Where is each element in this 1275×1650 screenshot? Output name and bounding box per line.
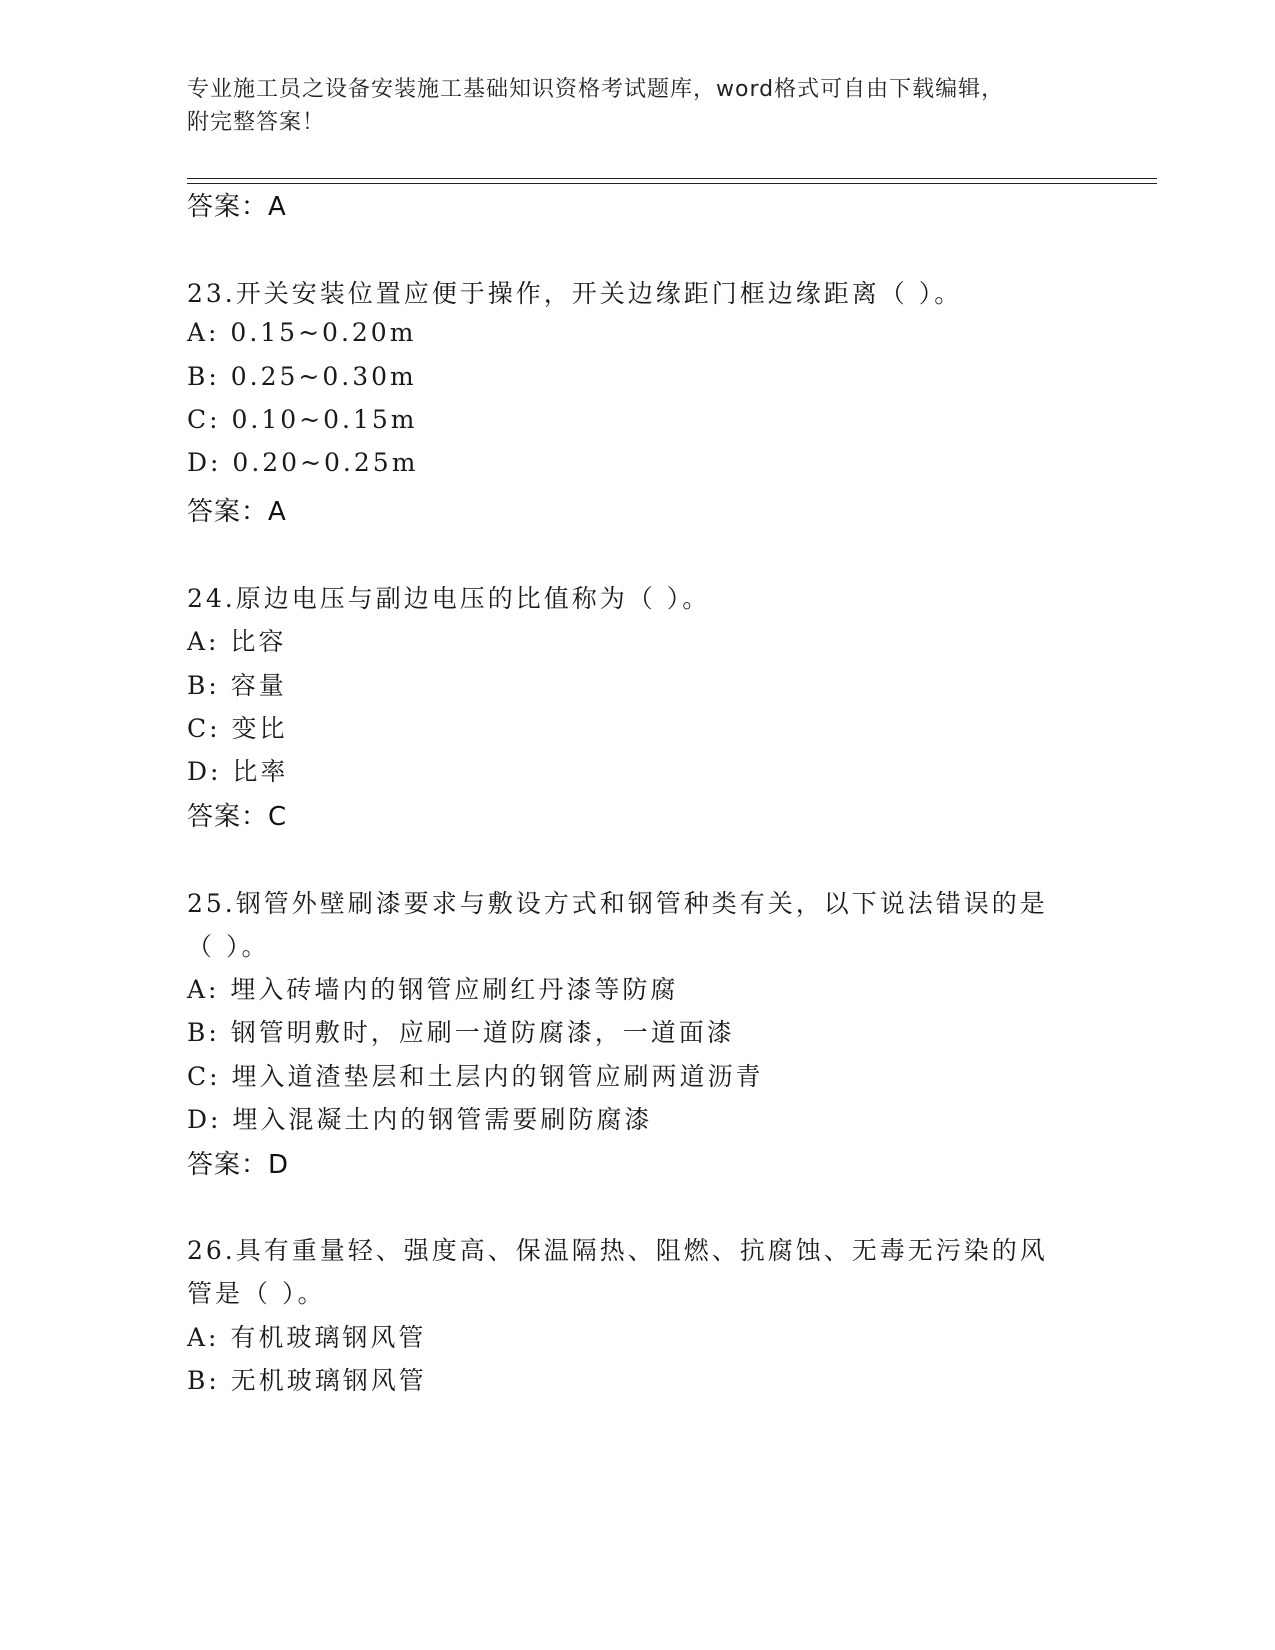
- question-24-option-c: C: 变比: [187, 714, 288, 743]
- question-24-answer: 答案：C: [187, 802, 288, 832]
- question-25-stem-line-1: 25.钢管外壁刷漆要求与敷设方式和钢管种类有关，以下说法错误的是: [187, 889, 1048, 918]
- question-23-option-a: A: 0.15~0.20m: [187, 318, 417, 347]
- header-divider: [187, 178, 1157, 184]
- question-23-answer: 答案：A: [187, 497, 287, 527]
- question-24-stem: 24.原边电压与副边电压的比值称为（ ）。: [187, 584, 711, 613]
- question-26-stem-line-2: 管是（ ）。: [187, 1279, 326, 1308]
- question-24-option-d: D: 比率: [187, 757, 289, 786]
- question-26-option-b: B: 无机玻璃钢风管: [187, 1366, 427, 1395]
- question-23-stem: 23.开关安装位置应便于操作，开关边缘距门框边缘距离（ ）。: [187, 279, 963, 308]
- question-24-option-b: B: 容量: [187, 671, 287, 700]
- question-23-option-c: C: 0.10~0.15m: [187, 405, 418, 434]
- question-24-option-a: A: 比容: [187, 627, 287, 656]
- question-26-option-a: A: 有机玻璃钢风管: [187, 1323, 427, 1352]
- question-25-option-b: B: 钢管明敷时，应刷一道防腐漆，一道面漆: [187, 1018, 735, 1047]
- header-line-1: 专业施工员之设备安装施工基础知识资格考试题库，word格式可自由下载编辑，: [187, 77, 1005, 102]
- question-25-stem-line-2: （ ）。: [187, 932, 270, 961]
- previous-answer: 答案：A: [187, 192, 287, 222]
- header-line-2: 附完整答案！: [187, 110, 326, 135]
- question-25-option-a: A: 埋入砖墙内的钢管应刷红丹漆等防腐: [187, 975, 679, 1004]
- question-25-answer: 答案：D: [187, 1150, 290, 1180]
- question-26-stem-line-1: 26.具有重量轻、强度高、保温隔热、阻燃、抗腐蚀、无毒无污染的风: [187, 1236, 1048, 1265]
- document-header: [187, 73, 1077, 139]
- question-25-option-d: D: 埋入混凝土内的钢管需要刷防腐漆: [187, 1105, 653, 1134]
- question-23-option-b: B: 0.25~0.30m: [187, 362, 417, 391]
- question-23-option-d: D: 0.20~0.25m: [187, 448, 419, 477]
- question-25-option-c: C: 埋入道渣垫层和土层内的钢管应刷两道沥青: [187, 1062, 764, 1091]
